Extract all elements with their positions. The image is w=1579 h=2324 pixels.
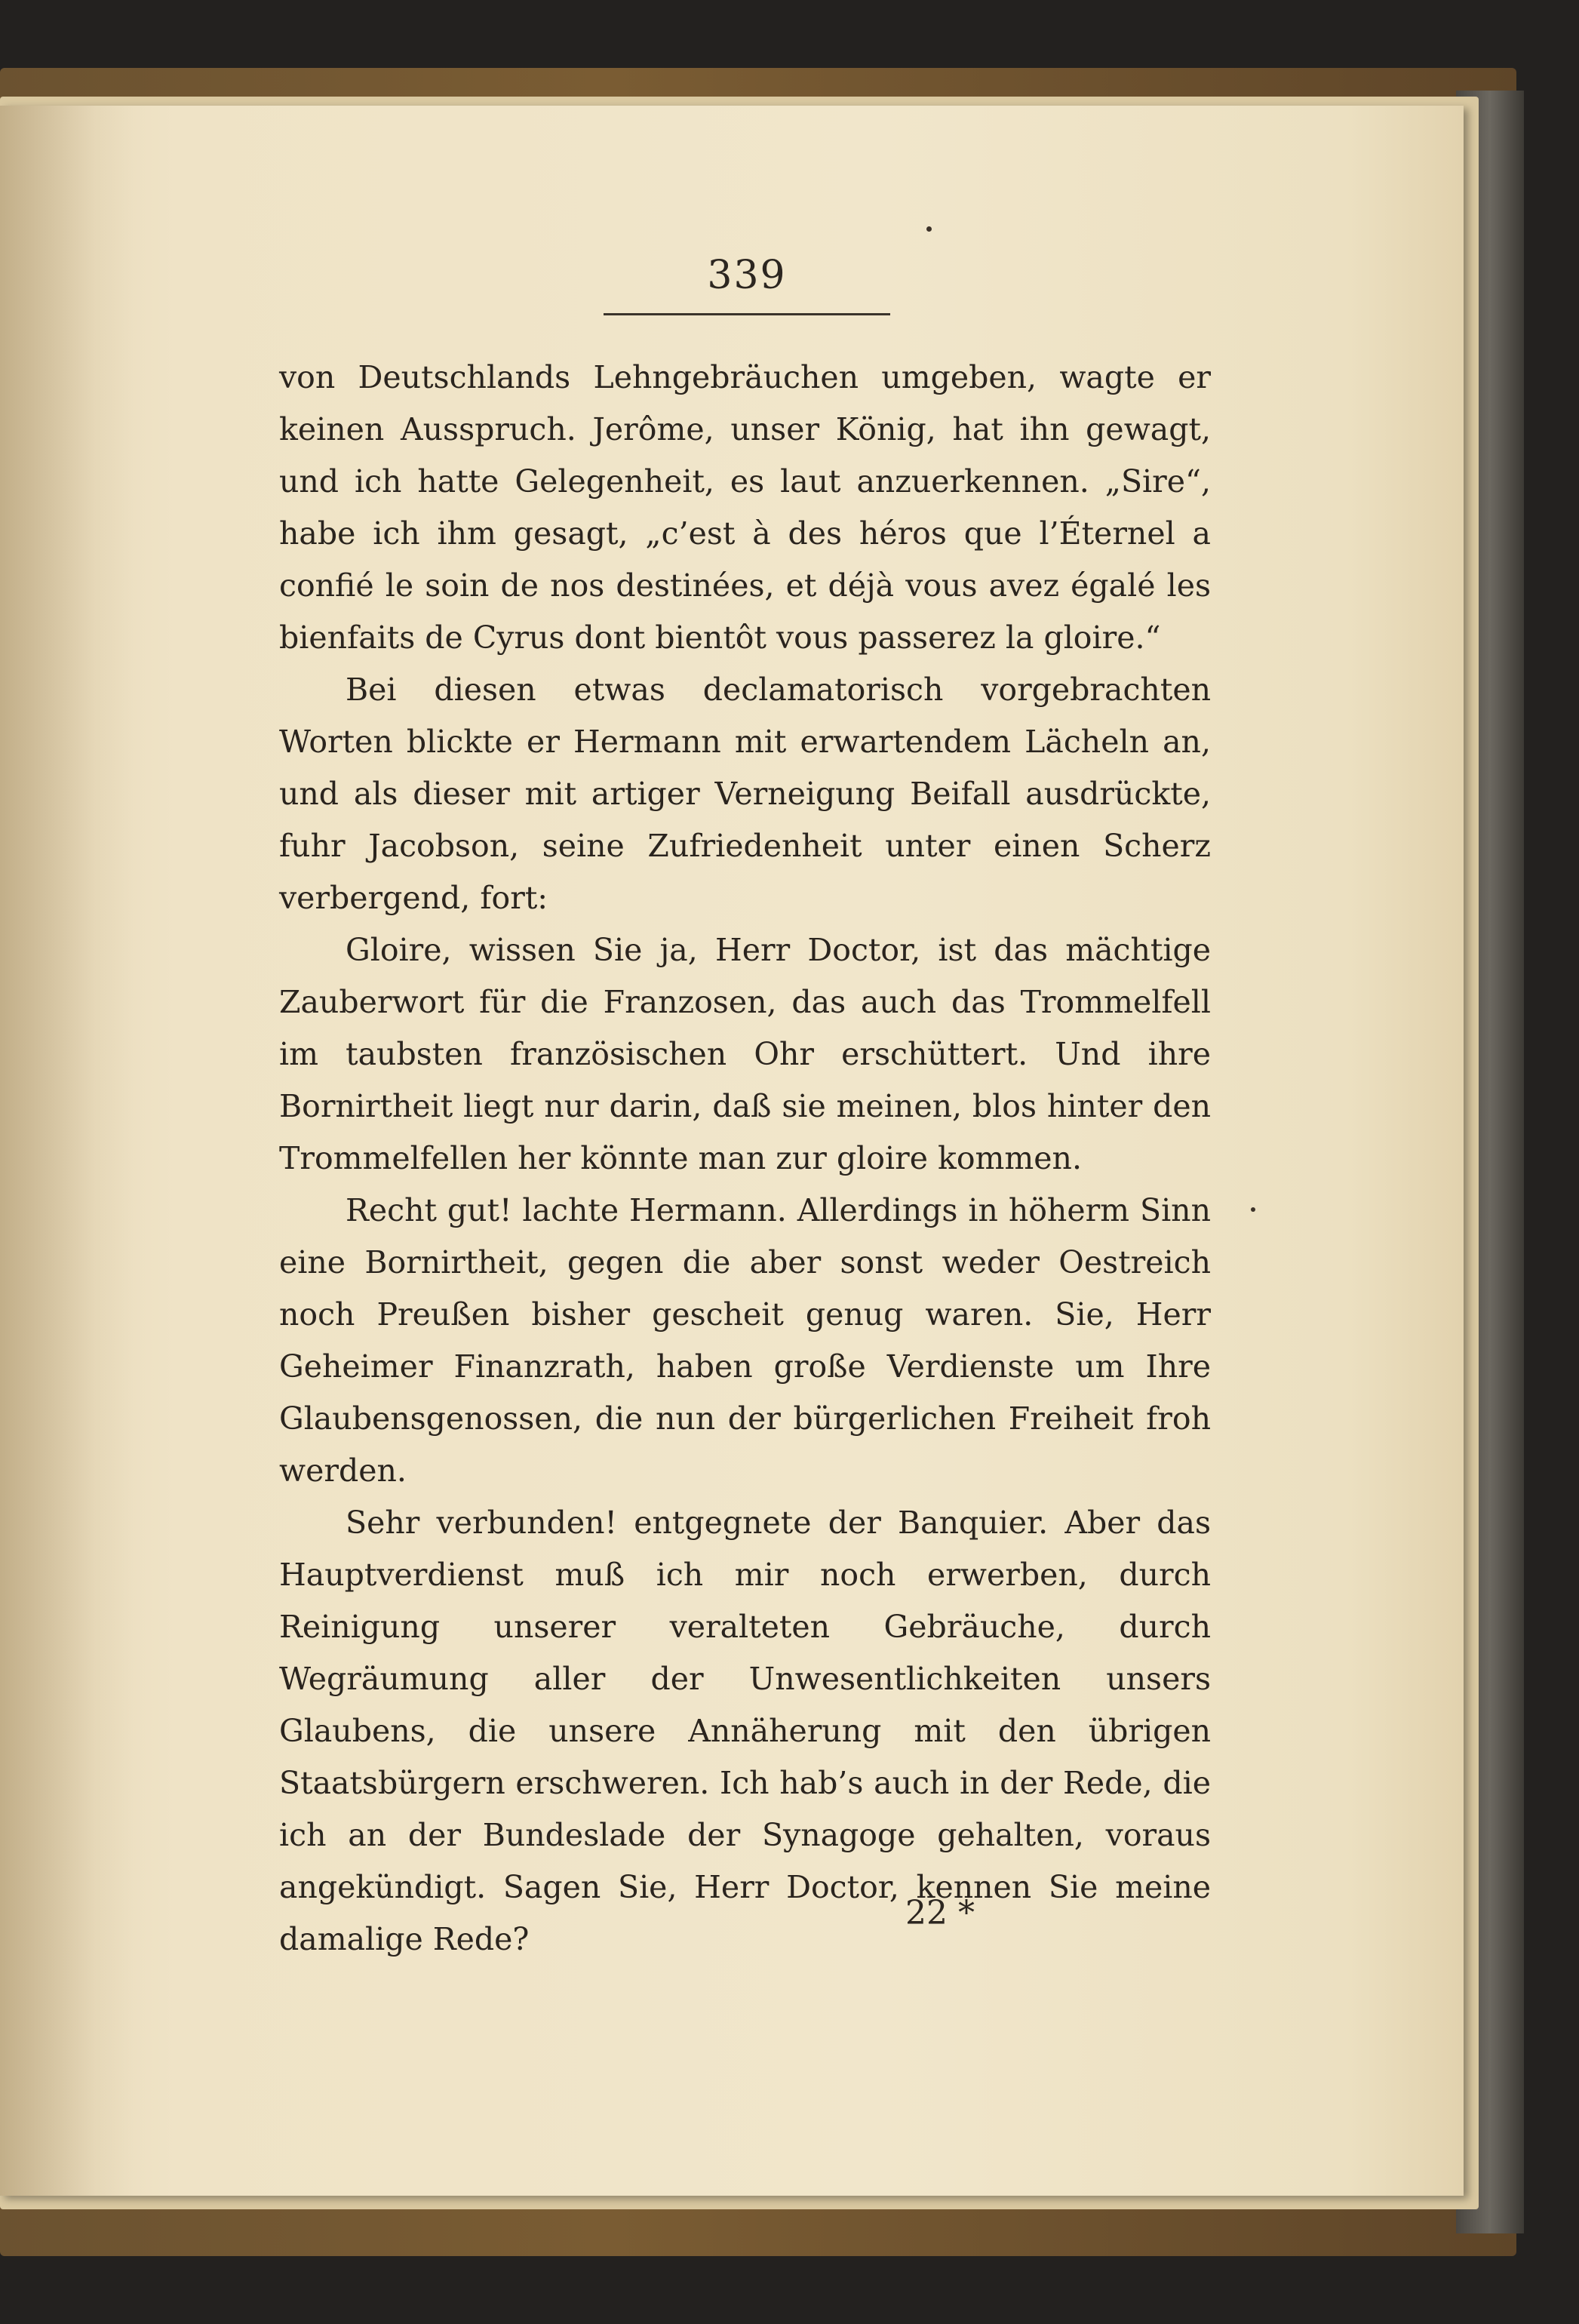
header-rule <box>604 313 890 315</box>
paragraph: Bei diesen etwas declamatorisch vorgebrachten Worten blickte er Hermann mit erwartendem Lächeln an, und als dieser mit artiger Verneigung Beifall ausdrückte, fuhr Jacobson, seine Zufriedenheit unter einen Scherz verbergend, fort: <box>279 672 1211 916</box>
page-gutter-shadow <box>0 106 136 2196</box>
ink-speck <box>1251 1207 1255 1212</box>
ink-speck <box>926 226 932 232</box>
page-number: 339 <box>707 253 787 298</box>
paragraph: Gloire, wissen Sie ja, Herr Doctor, ist das mächtige Zauberwort für die Franzosen, das auch das Trommelfell im taubsten französischen Ohr erschüttert. Und ihre Bornirtheit liegt nur darin, daß sie meinen, blos hinter den Trommelfellen her könnte man zur gloire kommen. <box>279 932 1211 1176</box>
paragraph: von Deutschlands Lehngebräuchen umgeben, wagte er keinen Ausspruch. Jerôme, unser König, hat ihn gewagt, und ich hatte Gelegenheit, es laut anzuerkennen. „Sire“, habe ich ihm gesagt, „c’est à des héros que l’Éternel a confié le soin de nos destinées, et déjà vous avez égalé les bienfaits de Cyrus dont bientôt vous passerez la gloire.“ <box>279 359 1211 656</box>
body-text <box>279 352 1211 1966</box>
signature-mark: 22 * <box>905 1894 975 1932</box>
paragraph: Sehr verbunden! entgegnete der Banquier. Aber das Hauptverdienst muß ich mir noch erwerben, durch Reinigung unserer veralteten Gebräuche, durch Wegräumung aller der Unwesentlichkeiten unsers Glaubens, die unsere Annäherung mit den übrigen Staatsbürgern erschweren. Ich hab’s auch in der Rede, die ich an der Bundeslade der Synagoge gehalten, voraus angekündigt. Sagen Sie, Herr Doctor, kennen Sie meine damalige Rede? <box>279 1505 1211 1957</box>
paragraph: Recht gut! lachte Hermann. Allerdings in höherm Sinn eine Bornirtheit, gegen die aber sonst weder Oestreich noch Preußen bisher gescheit genug waren. Sie, Herr Geheimer Finanzrath, haben große Verdienste um Ihre Glaubensgenossen, die nun der bürgerlichen Freiheit froh werden. <box>279 1192 1211 1489</box>
